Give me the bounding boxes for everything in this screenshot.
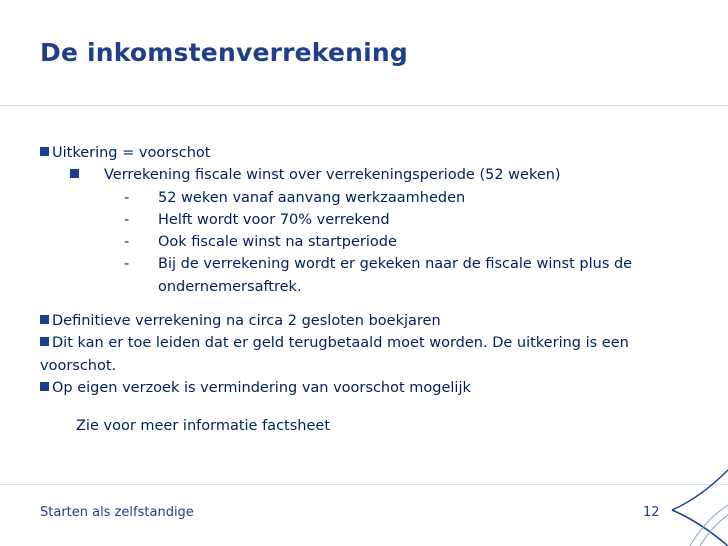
bullet-text: Verrekening fiscale winst over verrekeningsperiode (52 weken) (104, 167, 561, 184)
dash-text: Bij de verrekening wordt er gekeken naar de fiscale winst plus de (158, 256, 633, 273)
bullet-continuation: voorschot. (40, 357, 117, 374)
footer-text: Starten als zelfstandige (40, 505, 194, 520)
dash-text: Helft wordt voor 70% verrekend (158, 211, 390, 228)
bullet-text: Uitkering = voorschot (52, 145, 211, 161)
bullet-text: Op eigen verzoek is vermindering van voorschot mogelijk (52, 379, 471, 396)
dash-marker: - (124, 256, 130, 273)
dash-continuation: ondernemersaftrek. (158, 278, 302, 295)
info-text: Zie voor meer informatie factsheet (76, 418, 330, 435)
dash-text: Ook fiscale winst na startperiode (158, 234, 397, 251)
bullet-text: Dit kan er toe leiden dat er geld terugbetaald moet worden. De uitkering is een (52, 335, 629, 352)
dash-marker: - (124, 211, 130, 228)
bullet-text: Definitieve verrekening na circa 2 gesloten boekjaren (52, 313, 441, 330)
dash-marker: - (124, 189, 130, 206)
slide-title: De inkomstenverrekening (40, 38, 408, 67)
dash-marker: - (124, 234, 130, 251)
dash-text: 52 weken vanaf aanvang werkzaamheden (158, 189, 466, 206)
page-number: 12 (643, 505, 660, 520)
